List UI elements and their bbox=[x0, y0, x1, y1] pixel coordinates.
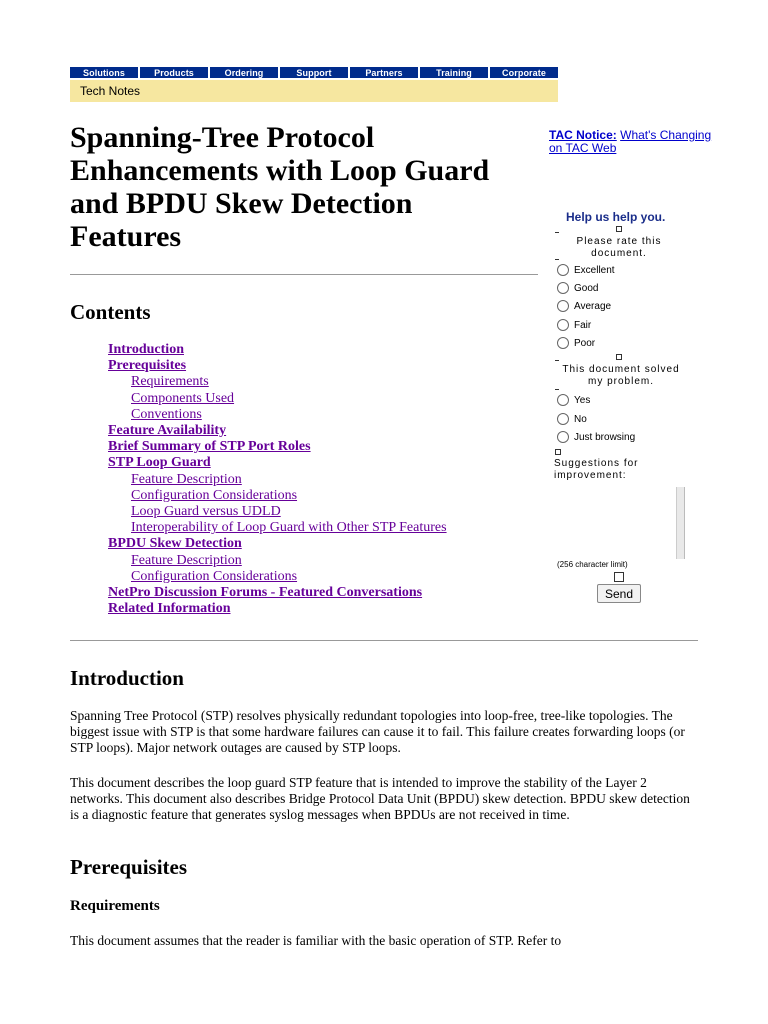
solved-option-no[interactable] bbox=[557, 413, 587, 425]
marker-icon bbox=[555, 232, 559, 233]
nav-ordering[interactable]: Ordering bbox=[210, 67, 280, 78]
tac-notice bbox=[549, 129, 719, 155]
suggestions-textarea[interactable] bbox=[553, 487, 685, 559]
suggestions-label: Suggestions for improvement: bbox=[554, 458, 639, 481]
rating-option-good[interactable] bbox=[557, 282, 598, 294]
toc-link-netpro-forums[interactable]: NetPro Discussion Forums - Featured Conversations bbox=[108, 585, 423, 601]
divider bbox=[70, 274, 538, 275]
solved-option-just-browsing[interactable] bbox=[557, 431, 635, 443]
toc-link-bpdu-feature-description[interactable]: Feature Description bbox=[131, 552, 242, 568]
rating-question: Please rate this document. bbox=[576, 236, 662, 259]
toc-link-stp-port-roles[interactable]: Brief Summary of STP Port Roles bbox=[108, 439, 311, 455]
checkbox-icon bbox=[616, 226, 622, 232]
nav-training[interactable]: Training bbox=[420, 67, 490, 78]
introduction-paragraph-2: This document describes the loop guard STP feature that is intended to improve the stability of the Layer 2 networks. This document also describes Bridge Protocol Data Unit (BPDU) skew detection. BPDU skew detection is a diagnostic feature that generates syslog messages when BPDUs are not received in time. bbox=[70, 775, 690, 822]
rating-option-fair[interactable] bbox=[557, 319, 591, 331]
toc-link-related-information[interactable]: Related Information bbox=[108, 601, 231, 617]
radio-button[interactable] bbox=[557, 282, 569, 294]
page-title: Spanning-Tree Protocol Enhancements with Loop Guard and BPDU Skew Detection Features bbox=[70, 121, 490, 253]
toc-link-conventions[interactable]: Conventions bbox=[131, 406, 202, 422]
solved-option-yes[interactable] bbox=[557, 394, 590, 406]
toc-link-loop-guard-feature-description[interactable]: Feature Description bbox=[131, 471, 242, 487]
prerequisites-heading: Prerequisites bbox=[70, 855, 188, 879]
toc-link-loop-guard-configuration[interactable]: Configuration Considerations bbox=[131, 487, 298, 503]
radio-button[interactable] bbox=[557, 394, 569, 406]
toc-link-bpdu-skew-detection[interactable]: BPDU Skew Detection bbox=[108, 536, 242, 552]
option-label: No bbox=[574, 413, 587, 425]
rating-option-excellent[interactable] bbox=[557, 264, 615, 276]
toc-link-bpdu-configuration[interactable]: Configuration Considerations bbox=[131, 568, 298, 584]
nav-partners[interactable]: Partners bbox=[350, 67, 420, 78]
radio-button[interactable] bbox=[557, 413, 569, 425]
contents-heading: Contents bbox=[70, 300, 151, 324]
send-button[interactable]: Send bbox=[597, 584, 641, 603]
radio-button[interactable] bbox=[557, 337, 569, 349]
option-label: Average bbox=[574, 300, 612, 312]
toc-link-stp-loop-guard[interactable]: STP Loop Guard bbox=[108, 455, 211, 471]
option-label: Excellent bbox=[574, 264, 615, 276]
radio-button[interactable] bbox=[557, 431, 569, 443]
tac-notice-label[interactable]: TAC Notice: bbox=[549, 128, 617, 142]
toc-link-prerequisites[interactable]: Prerequisites bbox=[108, 358, 187, 374]
nav-support[interactable]: Support bbox=[280, 67, 350, 78]
radio-button[interactable] bbox=[557, 264, 569, 276]
option-label: Poor bbox=[574, 337, 596, 349]
radio-button[interactable] bbox=[557, 300, 569, 312]
introduction-paragraph-1: Spanning Tree Protocol (STP) resolves physically redundant topologies into loop-free, tree-like topologies. The biggest issue with STP is that some hardware failures can cause it to fail. This failure creates forwarding loops (or STP loops). Major network outages are caused by STP loops. bbox=[70, 708, 685, 755]
marker-icon bbox=[555, 389, 559, 390]
marker-icon bbox=[555, 360, 559, 361]
section-banner: Tech Notes bbox=[70, 80, 558, 102]
solved-question: This document solved my problem. bbox=[562, 364, 680, 387]
requirements-paragraph: This document assumes that the reader is familiar with the basic operation of STP. Refer to bbox=[70, 933, 562, 948]
textarea-scrollbar[interactable] bbox=[676, 487, 684, 559]
help-heading: Help us help you. bbox=[566, 210, 666, 224]
rating-option-average[interactable] bbox=[557, 300, 611, 312]
toc-link-components-used[interactable]: Components Used bbox=[131, 390, 235, 406]
table-of-contents bbox=[108, 342, 528, 617]
marker-icon bbox=[555, 259, 559, 260]
introduction-heading: Introduction bbox=[70, 666, 184, 690]
toc-link-requirements[interactable]: Requirements bbox=[131, 374, 209, 390]
nav-corporate[interactable]: Corporate bbox=[502, 67, 546, 78]
divider bbox=[70, 640, 698, 641]
option-label: Fair bbox=[574, 319, 592, 331]
nav-products[interactable]: Products bbox=[140, 67, 210, 78]
option-label: Yes bbox=[574, 394, 591, 406]
top-navigation bbox=[70, 67, 558, 78]
toc-link-interoperability[interactable]: Interoperability of Loop Guard with Other STP Features bbox=[131, 520, 447, 536]
option-label: Good bbox=[574, 282, 599, 294]
nav-solutions[interactable]: Solutions bbox=[70, 67, 140, 78]
checkbox-icon bbox=[616, 354, 622, 360]
toc-link-loop-guard-vs-udld[interactable]: Loop Guard versus UDLD bbox=[131, 504, 281, 520]
toc-link-introduction[interactable]: Introduction bbox=[108, 342, 184, 357]
tac-notice-link[interactable]: What's Changing on TAC Web bbox=[549, 128, 712, 155]
requirements-heading: Requirements bbox=[70, 898, 160, 914]
character-limit-note: (256 character limit) bbox=[557, 560, 628, 569]
option-label: Just browsing bbox=[574, 431, 636, 443]
checkbox-icon bbox=[614, 572, 624, 582]
radio-button[interactable] bbox=[557, 319, 569, 331]
rating-option-poor[interactable] bbox=[557, 337, 595, 349]
checkbox-icon bbox=[555, 449, 561, 455]
toc-link-feature-availability[interactable]: Feature Availability bbox=[108, 423, 227, 439]
